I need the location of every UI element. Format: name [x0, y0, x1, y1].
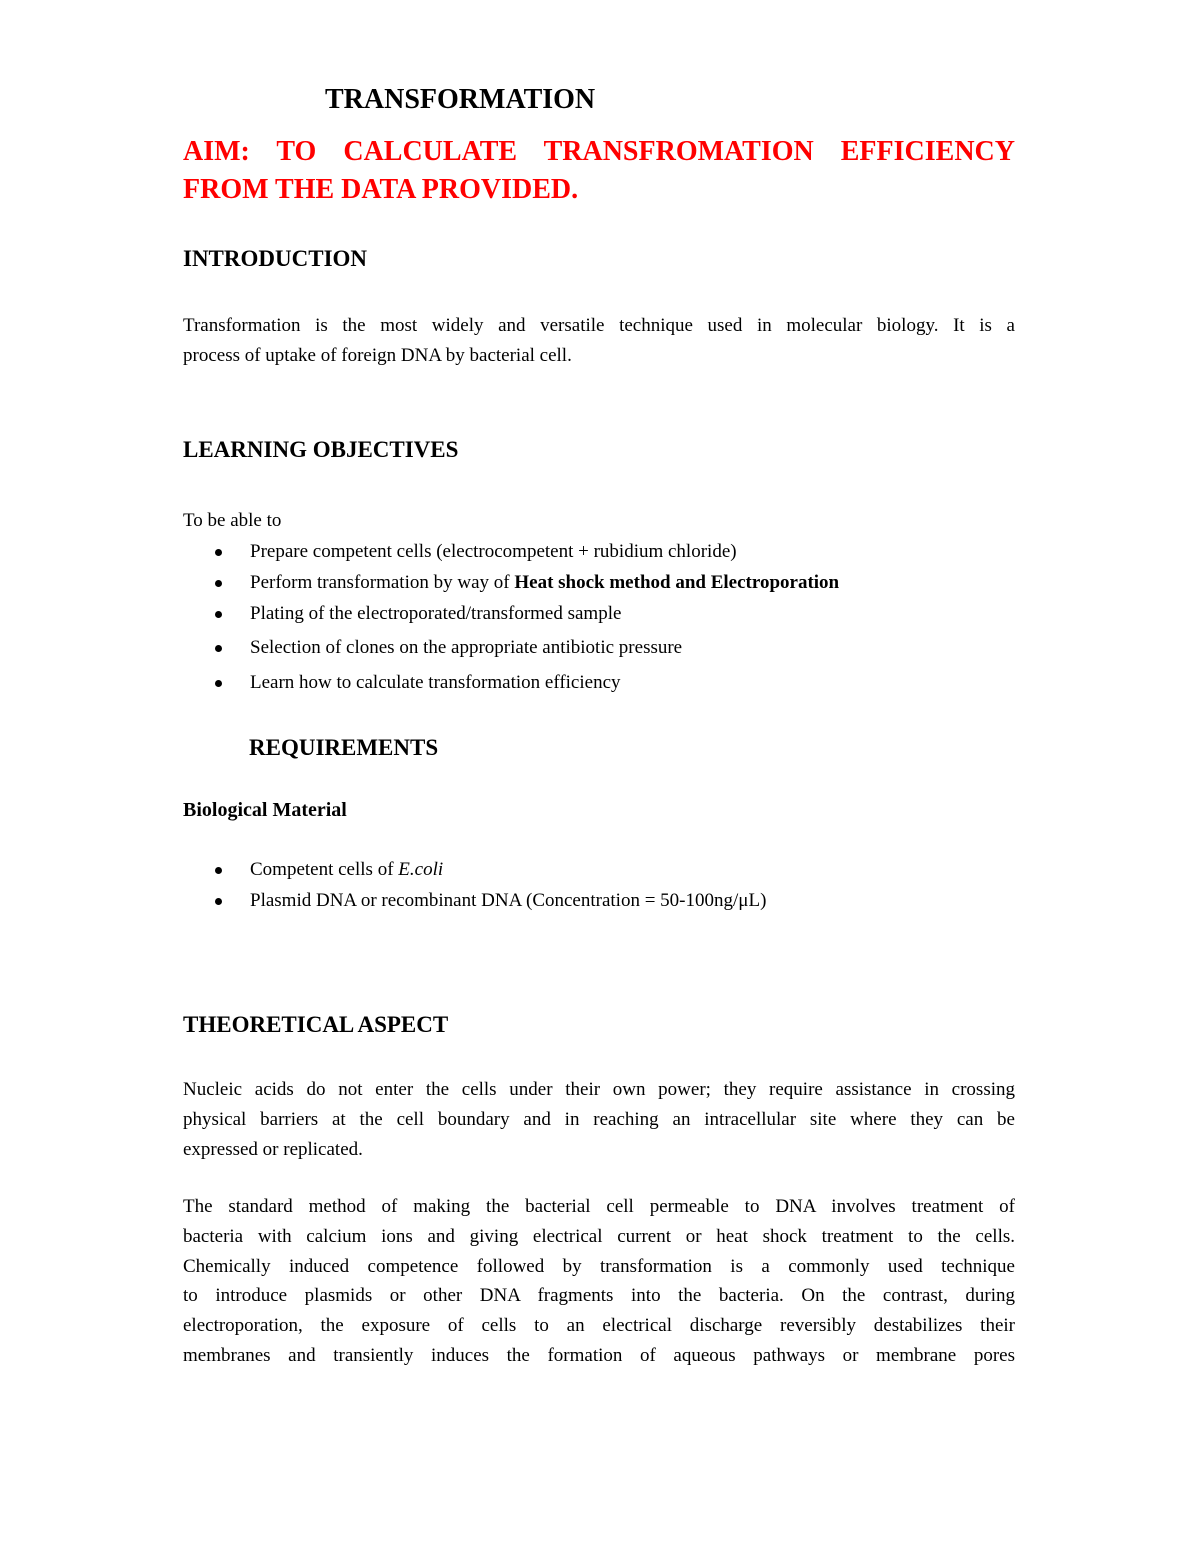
learning-objectives-lead: To be able to [183, 510, 282, 531]
theory-paragraph-2-line: The standard method of making the bacterial cell permeable to DNA involves treatment of [183, 1196, 1015, 1217]
requirement-text [250, 859, 443, 881]
theory-paragraph-2-line: membranes and transiently induces the formation of aqueous pathways or membrane pores [183, 1345, 1015, 1366]
theory-paragraph-1-line: physical barriers at the cell boundary and in reaching an intracellular site where they can be [183, 1109, 1015, 1130]
bullet-dot-icon [215, 645, 222, 652]
requirement-text-italic: E.coli [398, 859, 444, 880]
objective-text [250, 572, 839, 594]
bullet-dot-icon [215, 867, 222, 874]
objective-text-bold: Heat shock method and Electroporation [514, 572, 840, 593]
theory-paragraph-2-line: bacteria with calcium ions and giving electrical current or heat shock treatment to the cells. [183, 1226, 1015, 1247]
theory-paragraph-2-line: Chemically induced competence followed by transformation is a commonly used technique [183, 1256, 1015, 1277]
bullet-dot-icon [215, 611, 222, 618]
biological-material-subheading: Biological Material [183, 799, 347, 821]
theory-paragraph-2-line: electroporation, the exposure of cells to an electrical discharge reversibly destabilizes their [183, 1315, 1015, 1336]
introduction-heading: INTRODUCTION [183, 246, 368, 271]
objective-text: Plating of the electroporated/transformed sample [250, 603, 622, 624]
learning-objectives-heading: LEARNING OBJECTIVES [183, 437, 459, 462]
objective-text: Selection of clones on the appropriate antibiotic pressure [250, 637, 683, 658]
objective-text-plain: Perform transformation by way of [250, 572, 515, 593]
aim-line-2: FROM THE DATA PROVIDED. [183, 174, 579, 205]
theoretical-aspect-heading: THEORETICAL ASPECT [183, 1012, 449, 1037]
introduction-line-1: Transformation is the most widely and versatile technique used in molecular biology. It is a [183, 315, 1015, 336]
bullet-dot-icon [215, 580, 222, 587]
bullet-dot-icon [215, 898, 222, 905]
introduction-line-2: process of uptake of foreign DNA by bacterial cell. [183, 345, 572, 366]
requirements-heading: REQUIREMENTS [249, 735, 439, 760]
theory-paragraph-1-line: expressed or replicated. [183, 1139, 363, 1160]
theory-paragraph-2-line: to introduce plasmids or other DNA fragments into the bacteria. On the contrast, during [183, 1285, 1015, 1306]
bullet-dot-icon [215, 680, 222, 687]
theory-paragraph-1-line: Nucleic acids do not enter the cells under their own power; they require assistance in crossing [183, 1079, 1015, 1100]
objective-text: Prepare competent cells (electrocompetent + rubidium chloride) [250, 541, 737, 562]
page-title: TRANSFORMATION [325, 84, 596, 115]
requirement-text-plain: Competent cells of [250, 859, 399, 880]
aim-line-1: AIM: TO CALCULATE TRANSFROMATION EFFICIENCY [183, 136, 1015, 167]
bullet-dot-icon [215, 549, 222, 556]
objective-text: Learn how to calculate transformation efficiency [250, 672, 621, 693]
requirement-text: Plasmid DNA or recombinant DNA (Concentration = 50-100ng/μL) [250, 890, 767, 911]
